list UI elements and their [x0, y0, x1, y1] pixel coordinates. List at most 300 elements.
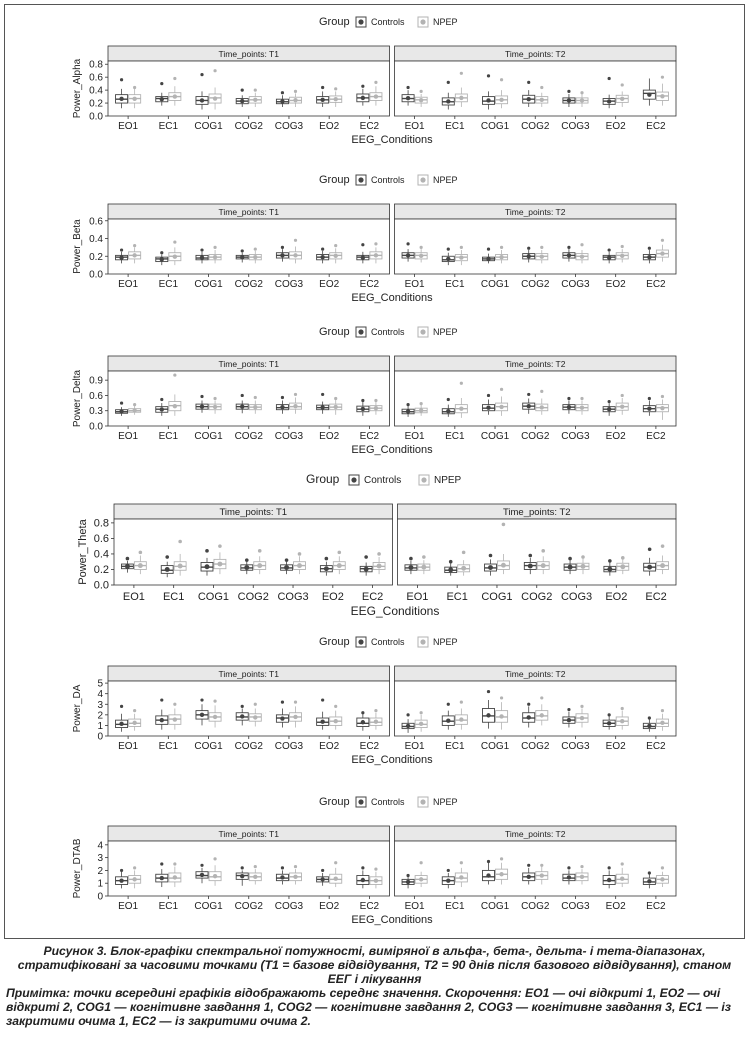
- x-tick-label: COG2: [521, 741, 550, 752]
- outlier-controls: [527, 703, 530, 706]
- mean-point-controls: [446, 99, 450, 103]
- x-axis-title: EEG_Conditions: [351, 914, 433, 926]
- mean-point-controls: [406, 96, 410, 100]
- x-tick-label: EC1: [158, 279, 179, 290]
- legend-dot-controls: [358, 329, 363, 334]
- outlier-npep: [294, 90, 297, 93]
- outlier-controls: [126, 557, 130, 561]
- mean-point-npep: [541, 563, 546, 568]
- mean-point-controls: [119, 409, 123, 413]
- outlier-npep: [661, 709, 664, 712]
- panel-t1: [108, 219, 390, 274]
- y-axis-title: Power_DTAB: [72, 838, 83, 899]
- x-tick-label: EO2: [319, 121, 340, 132]
- x-tick-label: EO2: [321, 591, 344, 603]
- x-tick-label: COG1: [480, 901, 510, 912]
- mean-point-controls: [119, 878, 123, 882]
- mean-point-npep: [374, 878, 378, 882]
- x-tick-label: COG1: [481, 591, 513, 603]
- x-tick-label: EC2: [361, 591, 384, 603]
- outlier-controls: [487, 690, 490, 693]
- y-tick-label: 3: [97, 853, 103, 865]
- outlier-npep: [178, 540, 182, 544]
- legend-dot-npep: [420, 329, 425, 334]
- mean-point-controls: [446, 409, 450, 413]
- y-tick-label: 0.4: [89, 85, 103, 97]
- outlier-npep: [334, 87, 337, 90]
- outlier-npep: [460, 246, 463, 249]
- outlier-controls: [364, 555, 368, 559]
- facet-label-t2: Time_points: T2: [505, 207, 566, 217]
- outlier-controls: [281, 91, 284, 94]
- mean-point-npep: [132, 253, 136, 257]
- x-tick-label: COG2: [521, 901, 550, 912]
- mean-point-npep: [337, 563, 342, 568]
- x-tick-label: EC2: [359, 121, 380, 132]
- mean-point-npep: [213, 405, 217, 409]
- x-tick-label: EC1: [445, 279, 465, 290]
- outlier-npep: [540, 864, 543, 867]
- outlier-controls: [281, 701, 284, 704]
- legend-label-npep: NPEP: [433, 17, 458, 27]
- y-tick-label: 5: [97, 678, 103, 690]
- panel-t1: [108, 371, 390, 426]
- mean-point-npep: [580, 875, 584, 879]
- mean-point-npep: [499, 405, 503, 409]
- x-tick-label: EO2: [319, 431, 340, 442]
- mean-point-controls: [200, 713, 204, 717]
- outlier-controls: [120, 78, 123, 81]
- outlier-controls: [648, 871, 651, 874]
- x-tick-label: EC1: [445, 741, 465, 752]
- mean-point-npep: [540, 873, 544, 877]
- legend-label-controls: Controls: [371, 797, 405, 807]
- mean-point-npep: [620, 719, 624, 723]
- x-tick-label: EO1: [404, 121, 425, 132]
- outlier-npep: [218, 544, 222, 548]
- outlier-controls: [285, 558, 289, 562]
- mean-point-npep: [419, 877, 423, 881]
- mean-point-controls: [607, 99, 611, 103]
- outlier-npep: [133, 244, 136, 247]
- mean-point-npep: [293, 98, 297, 102]
- outlier-npep: [374, 709, 377, 712]
- mean-point-npep: [374, 406, 378, 410]
- outlier-controls: [406, 403, 409, 406]
- mean-point-npep: [253, 715, 257, 719]
- outlier-controls: [487, 860, 490, 863]
- x-tick-label: EO2: [319, 901, 340, 912]
- mean-point-npep: [334, 405, 338, 409]
- outlier-npep: [374, 242, 377, 245]
- legend-dot-npep: [420, 639, 425, 644]
- mean-point-controls: [567, 98, 571, 102]
- mean-point-controls: [240, 874, 244, 878]
- x-tick-label: COG2: [521, 431, 550, 442]
- mean-point-controls: [527, 404, 531, 408]
- mean-point-npep: [293, 715, 297, 719]
- outlier-controls: [241, 866, 244, 869]
- outlier-controls: [160, 398, 163, 401]
- x-tick-label: EC1: [158, 901, 179, 912]
- outlier-npep: [139, 551, 143, 555]
- x-tick-label: COG3: [561, 121, 590, 132]
- outlier-npep: [133, 86, 136, 89]
- mean-point-npep: [660, 877, 664, 881]
- mean-point-npep: [253, 405, 257, 409]
- facet-label-t2: Time_points: T2: [505, 359, 566, 369]
- mean-point-npep: [334, 254, 338, 258]
- mean-point-controls: [280, 405, 284, 409]
- x-tick-label: COG2: [521, 121, 550, 132]
- outlier-npep: [294, 393, 297, 396]
- caption-title: Рисунок 3. Блок-графіки спектральної потужності, виміряної в альфа-, бета-, дельта- і тета-діапазонах, стратифіковані за часовими точками (T1 = базове відвідування, T2 = 90 днів після базового відвідування), станом ЕЕГ і лікування: [17, 944, 732, 986]
- mean-point-npep: [540, 255, 544, 259]
- outlier-controls: [567, 246, 570, 249]
- outlier-npep: [213, 857, 216, 860]
- mean-point-npep: [173, 255, 177, 259]
- x-tick-label: EC2: [646, 741, 666, 752]
- y-tick-label: 4: [97, 840, 103, 852]
- mean-point-npep: [213, 255, 217, 259]
- panel-t2: [395, 371, 677, 426]
- outlier-controls: [321, 248, 324, 251]
- mean-point-controls: [160, 257, 164, 261]
- outlier-controls: [200, 248, 203, 251]
- facet-label-t1: Time_points: T1: [218, 49, 279, 59]
- outlier-npep: [621, 394, 624, 397]
- mean-point-controls: [320, 877, 324, 881]
- outlier-controls: [361, 866, 364, 869]
- mean-point-controls: [647, 92, 651, 96]
- figure-caption: [6, 944, 743, 1028]
- mean-point-npep: [580, 716, 584, 720]
- y-tick-label: 0: [97, 731, 103, 743]
- mean-point-controls: [119, 722, 123, 726]
- mean-point-npep: [620, 254, 624, 258]
- y-tick-label: 0.0: [89, 111, 103, 123]
- outlier-npep: [541, 549, 545, 553]
- y-tick-label: 4: [97, 689, 103, 701]
- mean-point-controls: [527, 875, 531, 879]
- x-axis-title: EEG_Conditions: [351, 754, 433, 766]
- x-tick-label: COG3: [561, 431, 590, 442]
- x-tick-label: COG1: [194, 121, 223, 132]
- y-tick-label: 0: [97, 891, 103, 903]
- mean-point-controls: [527, 254, 531, 258]
- mean-point-npep: [173, 717, 177, 721]
- legend-label-controls: Controls: [371, 637, 405, 647]
- mean-point-npep: [213, 874, 217, 878]
- x-tick-label: EC2: [646, 431, 666, 442]
- outlier-controls: [528, 554, 532, 558]
- legend-dot-controls: [358, 639, 363, 644]
- x-tick-label: EO2: [605, 591, 628, 603]
- x-tick-label: COG3: [274, 741, 304, 752]
- outlier-npep: [374, 81, 377, 84]
- panel-t2: [395, 61, 677, 116]
- mean-point-controls: [527, 715, 531, 719]
- mean-point-controls: [647, 879, 651, 883]
- x-axis-title: EEG_Conditions: [351, 444, 433, 456]
- outlier-controls: [120, 705, 123, 708]
- mean-point-npep: [660, 406, 664, 410]
- mean-point-controls: [647, 565, 652, 570]
- outlier-controls: [449, 560, 453, 564]
- panel-t1: [114, 519, 393, 585]
- mean-point-npep: [297, 563, 302, 568]
- x-tick-label: EO2: [319, 741, 340, 752]
- legend-label-controls: Controls: [371, 327, 405, 337]
- outlier-npep: [420, 402, 423, 405]
- outlier-npep: [298, 552, 302, 556]
- mean-point-controls: [488, 565, 493, 570]
- x-tick-label: EC2: [646, 901, 666, 912]
- x-tick-label: EC1: [446, 591, 468, 603]
- outlier-controls: [648, 247, 651, 250]
- mean-point-controls: [119, 97, 123, 101]
- legend-dot-npep: [421, 477, 426, 482]
- x-tick-label: EO1: [118, 279, 139, 290]
- mean-point-npep: [253, 255, 257, 259]
- facet-label-t1: Time_points: T1: [218, 669, 279, 679]
- outlier-npep: [173, 240, 176, 243]
- mean-point-npep: [580, 405, 584, 409]
- x-axis-title: EEG_Conditions: [351, 134, 433, 146]
- outlier-controls: [241, 249, 244, 252]
- y-tick-label: 0.0: [89, 269, 103, 281]
- y-tick-label: 0.2: [89, 98, 103, 110]
- outlier-npep: [374, 399, 377, 402]
- outlier-npep: [213, 397, 216, 400]
- mean-point-controls: [125, 564, 130, 569]
- outlier-npep: [173, 862, 176, 865]
- outlier-npep: [621, 83, 624, 86]
- outlier-controls: [160, 251, 163, 254]
- legend-title: Group: [319, 326, 350, 338]
- outlier-controls: [325, 557, 329, 561]
- mean-point-npep: [419, 98, 423, 102]
- legend-title: Group: [319, 796, 350, 808]
- x-tick-label: COG2: [237, 591, 269, 603]
- outlier-controls: [567, 397, 570, 400]
- outlier-controls: [608, 400, 611, 403]
- outlier-npep: [500, 857, 503, 860]
- mean-point-controls: [607, 255, 611, 259]
- mean-point-controls: [408, 565, 413, 570]
- y-tick-label: 0.6: [93, 532, 109, 545]
- y-tick-label: 2: [97, 865, 103, 877]
- mean-point-npep: [620, 404, 624, 408]
- x-axis-title: EEG_Conditions: [350, 604, 440, 618]
- panel-t1: [108, 61, 390, 116]
- mean-point-npep: [581, 564, 586, 569]
- mean-point-npep: [253, 875, 257, 879]
- x-tick-label: EO2: [605, 901, 626, 912]
- mean-point-controls: [647, 255, 651, 259]
- outlier-controls: [241, 394, 244, 397]
- mean-point-controls: [320, 98, 324, 102]
- x-tick-label: EO1: [406, 591, 429, 603]
- x-tick-label: EC1: [162, 591, 185, 603]
- x-tick-label: COG2: [234, 901, 263, 912]
- outlier-controls: [160, 82, 163, 85]
- outlier-controls: [321, 86, 324, 89]
- panel-t2: [398, 519, 677, 585]
- outlier-npep: [420, 246, 423, 249]
- outlier-npep: [294, 701, 297, 704]
- x-tick-label: COG1: [194, 741, 223, 752]
- mean-point-npep: [459, 406, 463, 410]
- mean-point-controls: [160, 876, 164, 880]
- mean-point-controls: [361, 720, 365, 724]
- x-tick-label: COG3: [274, 279, 304, 290]
- legend-dot-npep: [420, 177, 425, 182]
- x-tick-label: COG3: [561, 741, 590, 752]
- outlier-controls: [241, 89, 244, 92]
- mean-point-npep: [217, 562, 222, 567]
- facet-label-t1: Time_points: T1: [218, 359, 279, 369]
- outlier-controls: [120, 401, 123, 404]
- outlier-controls: [608, 559, 612, 563]
- mean-point-npep: [660, 251, 664, 255]
- y-tick-label: 0.6: [89, 216, 103, 228]
- outlier-npep: [621, 556, 625, 560]
- legend-title: Group: [306, 472, 340, 486]
- outlier-controls: [120, 248, 123, 251]
- y-tick-label: 1: [97, 720, 103, 732]
- legend-dot-controls: [358, 19, 363, 24]
- outlier-npep: [500, 78, 503, 81]
- legend-dot-npep: [420, 799, 425, 804]
- mean-point-npep: [620, 97, 624, 101]
- outlier-npep: [213, 246, 216, 249]
- mean-point-npep: [334, 877, 338, 881]
- outlier-npep: [254, 703, 257, 706]
- outlier-npep: [422, 555, 426, 559]
- x-tick-label: COG1: [194, 279, 223, 290]
- mean-point-controls: [240, 404, 244, 408]
- mean-point-npep: [374, 253, 378, 257]
- mean-point-npep: [459, 255, 463, 259]
- mean-point-controls: [361, 407, 365, 411]
- y-axis-title: Power_Alpha: [72, 58, 83, 119]
- outlier-npep: [374, 868, 377, 871]
- legend-label-npep: NPEP: [433, 637, 458, 647]
- y-tick-label: 3: [97, 699, 103, 711]
- y-tick-label: 0.8: [93, 517, 109, 530]
- mean-point-npep: [459, 875, 463, 879]
- facet-label-t2: Time_points: T2: [502, 507, 571, 518]
- legend-label-npep: NPEP: [433, 175, 458, 185]
- outlier-controls: [281, 866, 284, 869]
- outlier-npep: [420, 861, 423, 864]
- outlier-npep: [621, 707, 624, 710]
- outlier-npep: [580, 243, 583, 246]
- x-tick-label: EC2: [359, 279, 380, 290]
- mean-point-controls: [361, 96, 365, 100]
- outlier-controls: [608, 866, 611, 869]
- outlier-npep: [133, 709, 136, 712]
- x-tick-label: COG2: [234, 741, 263, 752]
- mean-point-npep: [293, 253, 297, 257]
- x-tick-label: COG3: [274, 901, 304, 912]
- y-tick-label: 0.2: [89, 251, 103, 263]
- mean-point-npep: [419, 722, 423, 726]
- mean-point-controls: [240, 255, 244, 259]
- x-tick-label: EC1: [158, 741, 179, 752]
- mean-point-npep: [257, 563, 262, 568]
- y-tick-label: 0.0: [93, 579, 109, 592]
- outlier-npep: [580, 865, 583, 868]
- outlier-controls: [489, 554, 493, 558]
- legend-dot-controls: [358, 177, 363, 182]
- outlier-controls: [361, 399, 364, 402]
- outlier-npep: [540, 86, 543, 89]
- x-tick-label: EO1: [118, 121, 139, 132]
- outlier-npep: [661, 239, 664, 242]
- x-tick-label: EO2: [605, 279, 626, 290]
- x-tick-label: EC1: [158, 121, 179, 132]
- x-tick-label: COG3: [277, 591, 309, 603]
- outlier-npep: [254, 865, 257, 868]
- x-tick-label: EO1: [118, 431, 139, 442]
- outlier-npep: [661, 544, 665, 548]
- outlier-controls: [241, 705, 244, 708]
- mean-point-npep: [132, 721, 136, 725]
- mean-point-npep: [580, 255, 584, 259]
- mean-point-controls: [527, 97, 531, 101]
- mean-point-npep: [213, 96, 217, 100]
- outlier-controls: [160, 862, 163, 865]
- outlier-npep: [337, 551, 341, 555]
- mean-point-controls: [486, 873, 490, 877]
- mean-point-controls: [165, 567, 170, 572]
- mean-point-controls: [160, 97, 164, 101]
- outlier-controls: [648, 397, 651, 400]
- mean-point-controls: [364, 567, 369, 572]
- x-tick-label: EC2: [359, 431, 380, 442]
- mean-point-npep: [499, 714, 503, 718]
- x-tick-label: EC1: [445, 121, 465, 132]
- mean-point-controls: [200, 98, 204, 102]
- x-tick-label: COG3: [561, 279, 590, 290]
- outlier-npep: [580, 397, 583, 400]
- outlier-npep: [540, 390, 543, 393]
- mean-point-npep: [419, 254, 423, 258]
- mean-point-controls: [320, 720, 324, 724]
- mean-point-controls: [361, 255, 365, 259]
- outlier-npep: [540, 696, 543, 699]
- outlier-controls: [608, 77, 611, 80]
- mean-point-npep: [580, 98, 584, 102]
- outlier-npep: [420, 711, 423, 714]
- mean-point-controls: [567, 405, 571, 409]
- mean-point-controls: [567, 253, 571, 257]
- mean-point-controls: [446, 878, 450, 882]
- outlier-controls: [567, 866, 570, 869]
- outlier-controls: [160, 698, 163, 701]
- outlier-controls: [447, 398, 450, 401]
- mean-point-controls: [240, 99, 244, 103]
- x-tick-label: EC2: [646, 121, 666, 132]
- y-tick-label: 0.9: [89, 375, 103, 387]
- mean-point-npep: [138, 563, 143, 568]
- legend-title: Group: [319, 636, 350, 648]
- mean-point-npep: [132, 408, 136, 412]
- mean-point-npep: [374, 720, 378, 724]
- mean-point-controls: [528, 564, 533, 569]
